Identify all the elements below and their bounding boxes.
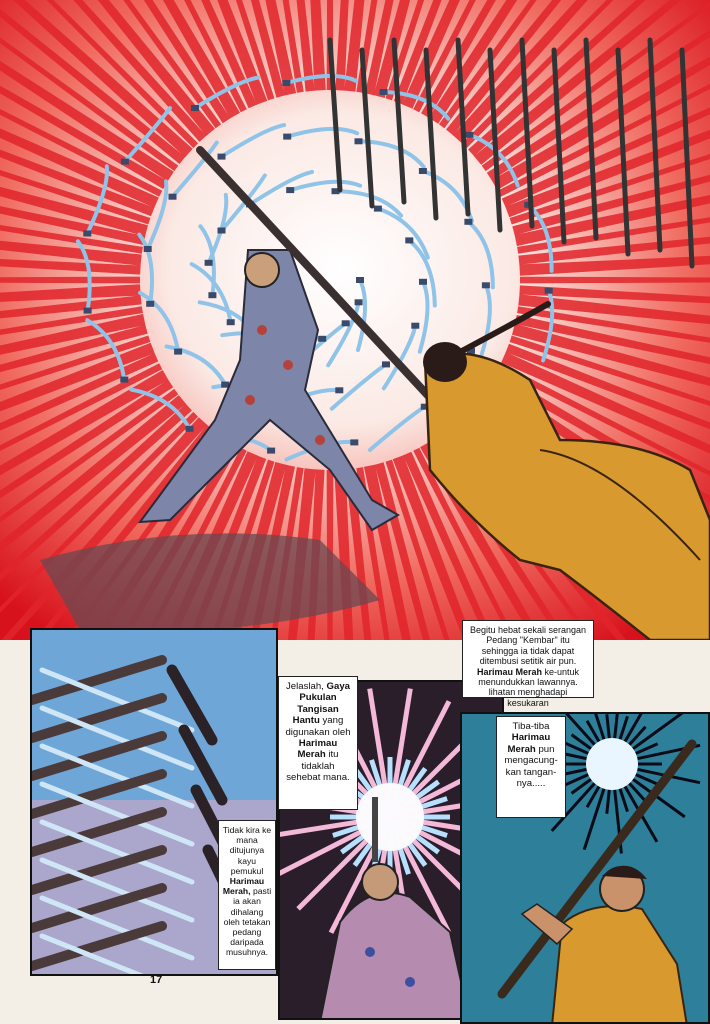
sword-hilt: [205, 260, 213, 266]
sword-hilt: [335, 387, 343, 393]
sword-hilt: [282, 80, 290, 86]
caption-top: [462, 620, 594, 708]
sword-hilt: [342, 320, 350, 326]
sword-hilt: [121, 159, 129, 165]
sword-hilt: [169, 194, 177, 200]
speedline: [0, 277, 140, 284]
caption-text: Begitu hebat sekali serangan Pedang "Kembar" itu sehingga ia tidak dapat ditembusi setitik air pun.: [469, 625, 587, 667]
caption-text: pasti ia akan dihalang oleh tetakan pedang daripada musuhnya.: [223, 886, 272, 958]
sword-hilt: [174, 349, 182, 355]
caption-text: ke-untuk menundukkan lawannya. lihatan menghadapi kesukaran: [478, 666, 580, 708]
sword-hilt: [382, 361, 390, 367]
sword-hilt: [84, 308, 92, 314]
sword-hilt: [144, 246, 152, 252]
speedline: [520, 277, 710, 284]
caption-text: pun mengacung-kan tangan-nya.....: [504, 743, 558, 790]
harimau-merah-head: [423, 342, 467, 382]
sword-hilt: [419, 279, 427, 285]
sword-hilt: [405, 237, 413, 243]
caption-text: Jelaslah,: [285, 681, 327, 692]
caption-name: Harimau Merah: [476, 666, 542, 677]
caption-text: yang digunakan oleh: [285, 715, 351, 738]
sword-hilt: [83, 231, 91, 237]
caption-name: Gaya Pukulan Tangisan Hantu: [292, 681, 350, 727]
caption-name: Harimau Merah: [297, 738, 338, 761]
sword-hilt: [318, 336, 326, 342]
sword-hilt: [545, 288, 553, 294]
page-number: 17: [150, 974, 163, 986]
caption-text: Tidak kira ke mana ditujunya kayu pemukul: [222, 825, 272, 876]
caption-name: Harimau Merah,: [222, 876, 265, 897]
sword-hilt: [120, 377, 128, 383]
caption-left: [218, 820, 276, 970]
sword-hilt: [227, 319, 235, 325]
sword-hilt: [380, 89, 388, 95]
sword-hilt: [218, 228, 226, 234]
sword-hilt: [482, 282, 490, 288]
sword-hilt: [350, 439, 358, 445]
sword-hilt: [355, 138, 363, 144]
sword-hilt: [146, 301, 154, 307]
sword-hilt: [464, 219, 472, 225]
sword-hilt: [191, 105, 199, 111]
sword-hilt: [419, 168, 427, 174]
sword-hilt: [283, 134, 291, 140]
sword-hilt: [465, 132, 473, 138]
sword-hilt: [186, 426, 194, 432]
sword-hilt: [355, 299, 363, 305]
sword-hilt: [356, 277, 364, 283]
sword-hilt: [286, 187, 294, 193]
caption-right: [496, 716, 566, 818]
caption-middle: [278, 676, 358, 810]
caption-name: Harimau Merah: [507, 732, 551, 755]
sword-hilt: [267, 448, 275, 454]
caption-text: itu tidaklah sehebat mana.: [286, 749, 350, 784]
sword-hilt: [411, 323, 419, 329]
sword-hilt: [374, 206, 382, 212]
caption-text: Tiba-tiba: [512, 721, 550, 732]
swordsman-head: [245, 253, 279, 287]
sword-hilt: [218, 154, 226, 160]
sword-hilt: [208, 292, 216, 298]
